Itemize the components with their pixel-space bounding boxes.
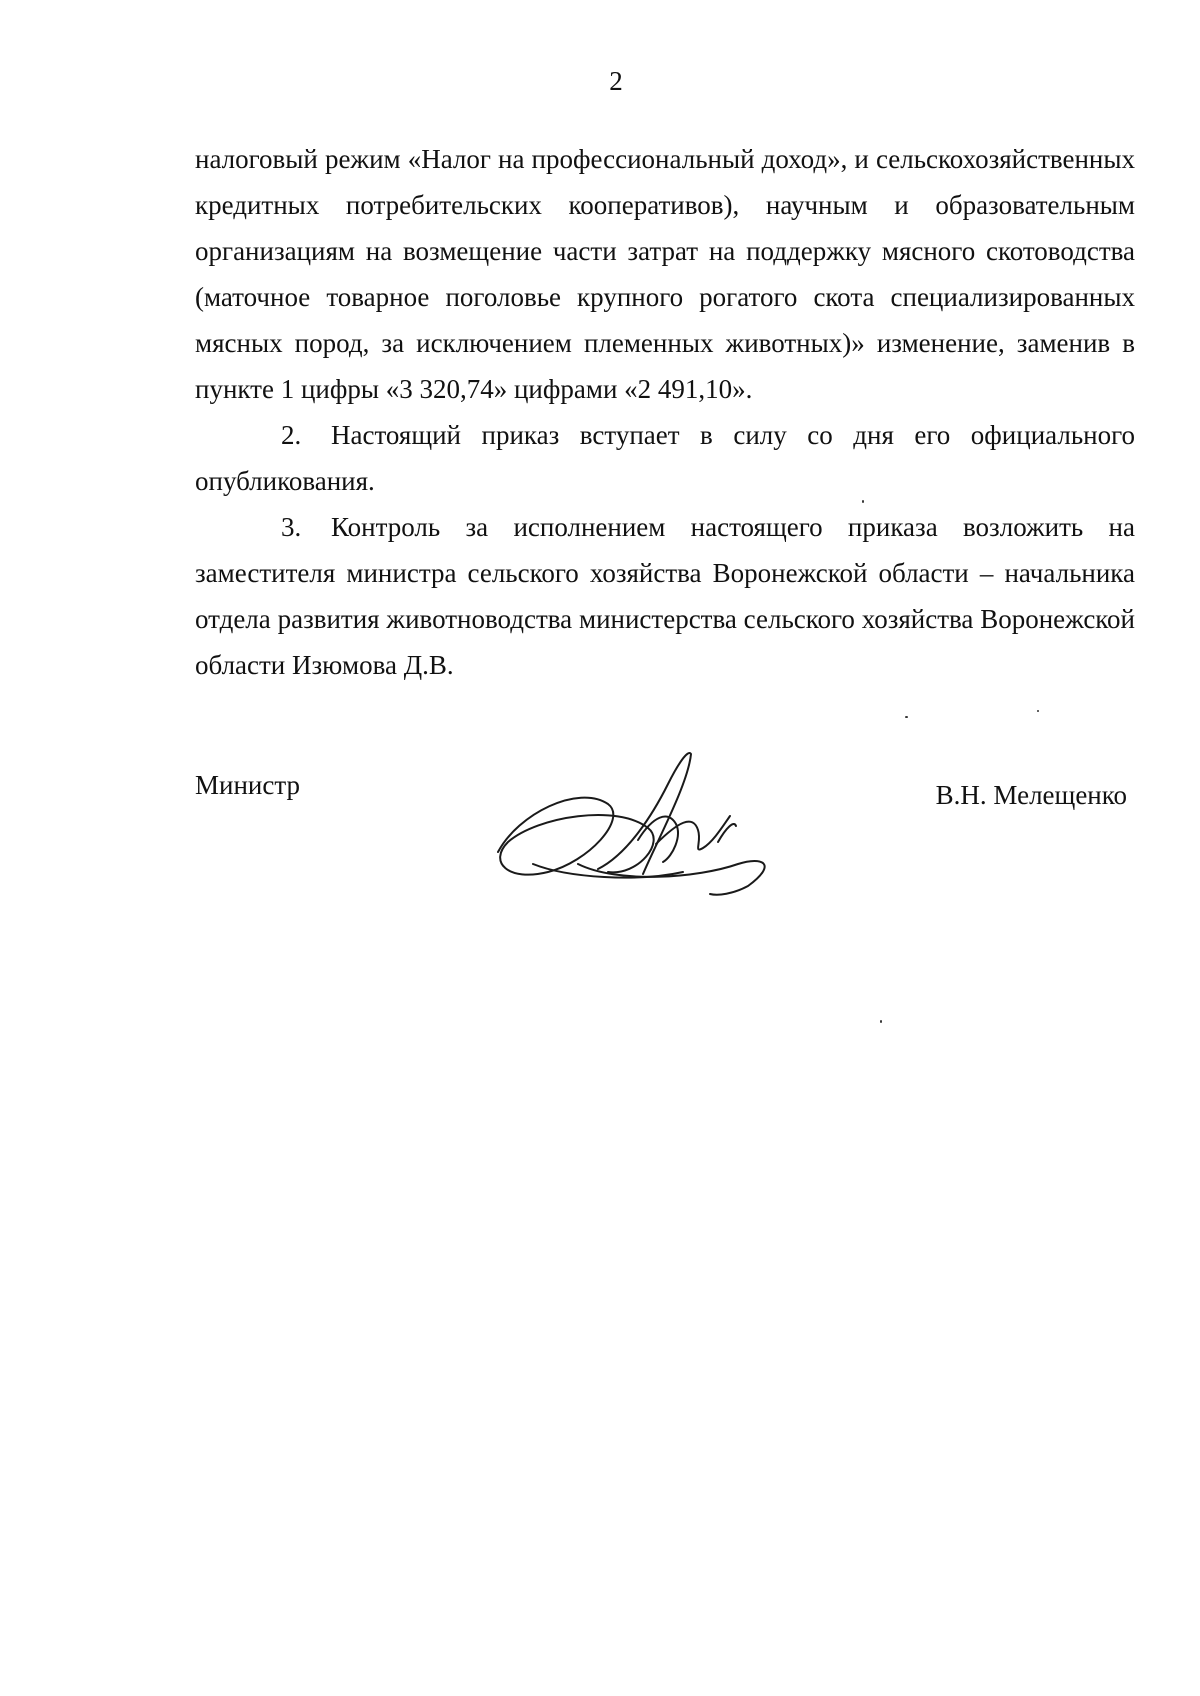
scan-speck <box>862 500 864 503</box>
scan-speck <box>1037 710 1039 712</box>
scan-speck <box>880 1020 882 1023</box>
numbered-item-3 <box>195 504 1135 688</box>
signer-title: Министр <box>195 770 300 800</box>
item-text: Контроль за исполнением настоящего приказа возложить на заместителя министра сельского хозяйства Воронежской области – начальника отдела развития животноводства министерства сельского хозяйства Воронежской области Изюмова Д.В. <box>195 512 1135 680</box>
signature-block <box>0 770 1200 920</box>
page-number: 2 <box>609 66 623 96</box>
item-number: 2. <box>281 420 302 450</box>
signer-name: В.Н. Мелещенко <box>935 780 1127 810</box>
numbered-item-2 <box>195 412 1135 504</box>
handwritten-signature <box>478 744 808 904</box>
document-body <box>195 136 1135 688</box>
scan-speck <box>905 716 908 718</box>
paragraph-continuation: налоговый режим «Налог на профессиональный доход», и сельскохозяйственных кредитных потребительских кооперативов), научным и образовательным организациям на возмещение части затрат на поддержку мясного скотоводства (маточное товарное поголовье крупного рогатого скота специализированных мясных пород, за исключением племенных животных)» изменение, заменив в пункте 1 цифры «3 320,74» цифрами «2 491,10». <box>195 144 1135 404</box>
item-text: Настоящий приказ вступает в силу со дня его официального опубликования. <box>195 420 1135 496</box>
item-number: 3. <box>281 512 302 542</box>
